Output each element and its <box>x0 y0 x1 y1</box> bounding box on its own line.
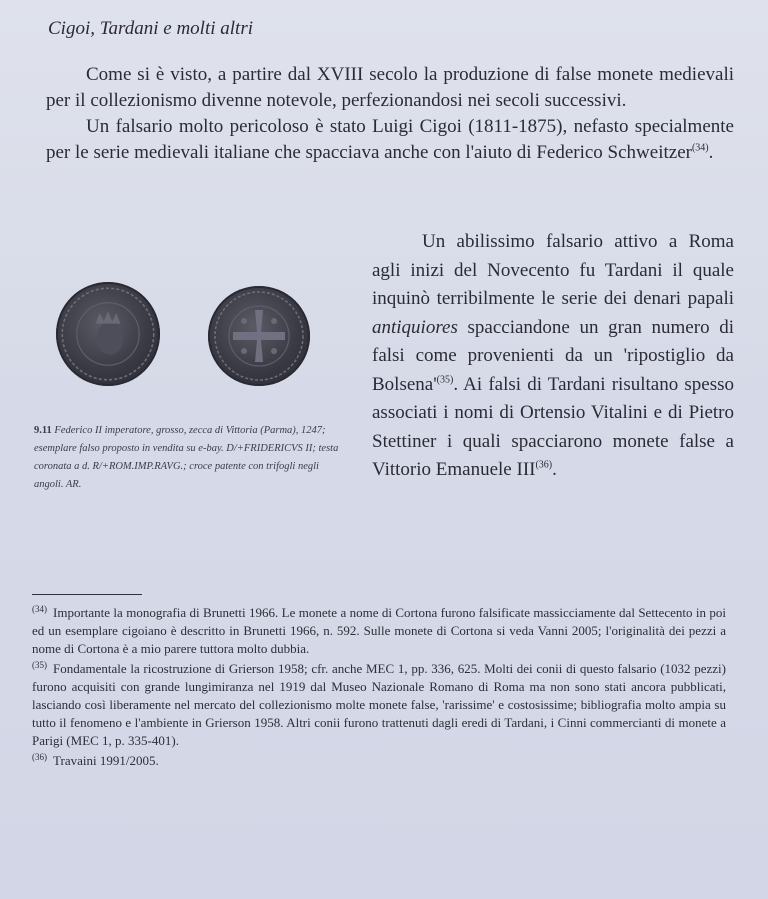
footnote-text: Travaini 1991/2005. <box>53 753 159 768</box>
footnote-ref-36: (36) <box>535 459 553 471</box>
coin-photo <box>56 280 316 392</box>
intro-paragraph-2 <box>46 114 734 166</box>
intro-text <box>46 62 734 166</box>
intro-paragraph-2-end: . <box>708 142 714 163</box>
figure-caption-text: Federico II imperatore, grosso, zecca di Vittoria (Parma), 1247; esemplare falso proposto in vendita su e-bay. D/+FRIDERICVS II; testa coronata a d. R/+ROM.IMP.RAVG.; croce patente con trifogli negli angoli. AR. <box>34 425 339 490</box>
section-title: Cigoi, Tardani e molti altri <box>48 18 253 39</box>
coin-obverse-image <box>56 282 160 386</box>
side-text-part-1: Un abilissimo falsario attivo a Roma agli inizi del Novecento fu Tardani il quale inquinò terribilmente le serie dei denari papali <box>372 231 734 309</box>
footnote-ref-35: (35) <box>436 374 454 386</box>
figure-caption <box>34 422 340 494</box>
footnote-ref-34: (34) <box>691 142 709 154</box>
coin-reverse-image <box>208 286 310 386</box>
side-paragraph <box>372 228 734 485</box>
cross-pattee-icon <box>208 286 310 386</box>
side-text-end: . <box>552 459 557 480</box>
intro-paragraph-2-text: Un falsario molto pericoloso è stato Luigi Cigoi (1811-1875), nefasto specialmente per le serie medievali italiane che spacciava anche con l'aiuto di Federico Schweitzer <box>46 116 734 163</box>
intro-paragraph-1: Come si è visto, a partire dal XVIII secolo la produzione di false monete medievali per il collezionismo divenne notevole, perfezionandosi nei secoli successivi. <box>46 64 734 111</box>
side-text-part-3: . Ai falsi di Tardani risultano spesso associati i nomi di Ortensio Vitalini e di Pietro Stettiner i quali spacciarono monete false a Vittorio Emanuele III <box>372 373 734 480</box>
footnote-text: Fondamentale la ricostruzione di Grierson 1958; cfr. anche MEC 1, pp. 336, 625. Molti dei conii di questo falsario (1032 pezzi) furono acquisiti con grande lungimiranza nel 1919 dal Museo Nazionale Romano di Roma ma non sono stati ancora pubblicati, lasciando così liberamente nel mercato del collezionismo molte monete false, 'rarissime' e costosissime; bibliografia molto ampia su tutto il fenomeno e l'ambiente in Grierson 1958. Altri conii furono trattenuti dagli eredi di Tardani, i Cinni commercianti di monete a Parigi (MEC 1, p. 335-401). <box>32 661 726 748</box>
footnote-36 <box>32 752 726 770</box>
footnote-34 <box>32 604 726 658</box>
footnote-number: (34) <box>32 603 47 614</box>
footnote-text: Importante la monografia di Brunetti 1966. Le monete a nome di Cortona furono falsificate massicciamente dal Settecento in poi ed un esemplare cigoiano è descritto in Brunetti 1966, n. 592. Sulle monete di Cortona si veda Vanni 2005; l'originalità dei pezzi a nome di Cortona è a mio parere tuttora molto dubbia. <box>32 605 726 656</box>
crowned-head-icon <box>56 282 160 386</box>
footnote-number: (36) <box>32 751 47 762</box>
footnote-divider <box>32 594 142 595</box>
side-text-part-2: spacciandone un gran numero di falsi come provenienti da un 'ripostiglio da Bolsena' <box>372 316 734 395</box>
footnotes <box>32 604 726 772</box>
footnote-35 <box>32 660 726 750</box>
figure-number: 9.11 <box>34 425 52 436</box>
footnote-number: (35) <box>32 659 47 670</box>
side-column-text <box>372 228 734 485</box>
side-text-italic: antiquiores <box>372 316 458 338</box>
